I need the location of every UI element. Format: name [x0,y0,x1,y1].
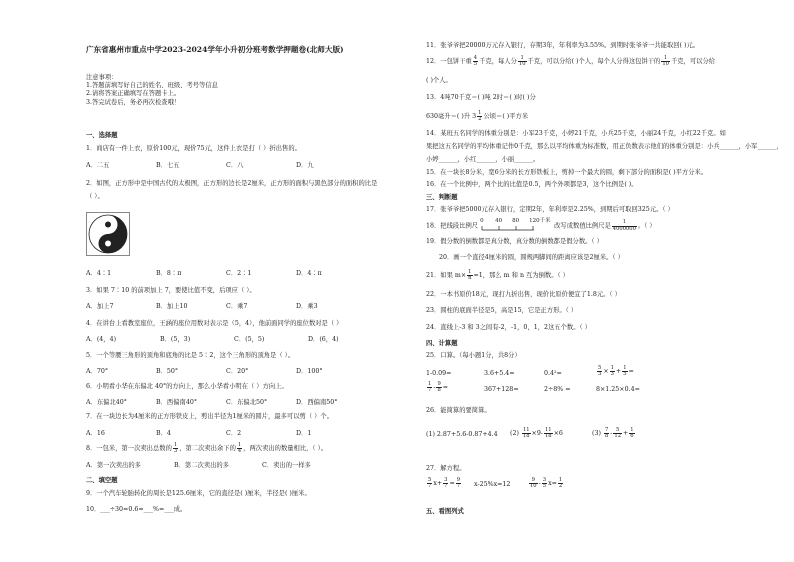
question-2-cont: （ ）。 [86,193,104,200]
question-2: 2．如图，正方形中是中国古代的太极图，正方形的边长是2厘米，正方形的面积与黑色部分的面积的比是 [86,180,378,187]
ruler-label: 120千米 [529,218,551,224]
fraction: $\frac{4}{5}$ [473,55,478,68]
option[interactable]: D．(6，4) [308,336,339,343]
exam-title: 广东省惠州市重点中学2023-2024学年小升初分班考数学押题卷(北师大版) [86,45,344,54]
oral-calc-row-2 [426,381,766,400]
question-27: 27．解方程。 [426,465,466,472]
question-7: 7．在一块边长为4厘米的正方形铁皮上，剪出半径为1厘米的圆片，最多可以剪（ ）个。 [86,413,334,420]
equation: $\frac{9}{10}$ - $\frac{3}{5}$ x= $\frac{1}{2}$ [530,477,563,490]
option[interactable]: B．50° [156,368,179,375]
question-3: 3．如果 7∶10 的前项加上 7，要使比值不变，后项应（ ）。 [86,287,256,294]
question-11: 11．张爷爷把20000万元存入银行，存期3年，年利率为3.55%。到期时张爷爷一共能取回( )元。 [426,42,700,49]
option[interactable]: C．乘7 [226,303,248,310]
option[interactable]: A．加上7 [86,303,114,310]
question-26: 26．能简算的要简算。 [426,407,491,414]
calc-item: 3.6+5.4= [484,370,515,377]
question-4-options [86,336,382,343]
calc-item: (2) $\frac{11}{18}$ ×9- $\frac{11}{18}$ ×6 [510,427,563,440]
question-10: 10．___÷30=0.6=___%=___成。 [86,506,187,513]
calc-item: 8×1.25×0.4= [596,386,640,393]
fraction: $\frac{1}{2}$ [478,110,482,123]
option[interactable]: C．2 [226,430,242,437]
question-5-options [86,368,366,375]
calc-item: 367+128= [484,386,519,393]
question-2-options [86,270,366,277]
option[interactable]: A．(4，4) [86,336,117,343]
option[interactable]: B．加上10 [156,303,188,310]
option[interactable]: B．4 [156,430,171,437]
option[interactable]: C．卖出的一样多 [262,462,311,469]
option[interactable]: D．西偏南50° [296,399,338,406]
question-27-items [426,478,766,494]
section-heading: 二、填空题 [86,477,118,484]
option[interactable]: D．100° [296,368,323,375]
question-6: 6．小明看小华在东偏北 40°的方向上，那么小华看小明在（ ）方向上。 [86,383,288,390]
question-9: 9．一个汽车轮胎转化的周长是125.6厘米，它的直径是( )厘米，半径是( )厘米。 [86,490,311,497]
question-22: 22．一本书原价18元，现打九折出售，现价比原价便宜了1.8元。（ ） [426,291,621,298]
question-1-options [86,162,366,169]
section-heading: 四、计算题 [426,340,458,347]
question-4: 4．在讲台上看教室座位，王涵的座位用数对表示是（5，4），他前面同学的座位数对是（ ） [86,320,343,327]
taiji-figure [86,212,130,256]
ruler-label: 80 [512,218,520,224]
question-13-cont: 630毫升＝( )升 3 $\frac{1}{2}$ 公顷＝( )平方米 [426,110,529,123]
notice-item: 3.答完试卷后，务必再次检查哦！ [86,99,181,106]
option[interactable]: B．西偏南40° [156,399,197,406]
fraction: $\frac{1}{n}$ [468,269,472,282]
question-18: 18．把线段比例尺 0 40 80 120千米 改写成数值比例尺是 $\frac{1}{4000000}$ 。（ ） [426,218,656,232]
question-14: 14．某班五名同学的体重分别是：小军23千克，小婷21千克，小兵25千克，小丽24千克，小红22千克。如 [426,130,726,137]
question-16: 16．在一个比例中，两个比的比值是0.5，两个外项都是3，这个比例是( )。 [426,181,638,188]
question-6-options [86,399,366,406]
calc-item: (3) $\frac{7}{8}$ - $\frac{5}{12}$ + $\frac{1}{6}$ [592,427,634,440]
question-7-options [86,430,366,437]
question-21: 21．如果 m× $\frac{1}{n}$ =1，那么 m 和 n 互为倒数。（ ） [426,269,569,282]
ruler-label: 0 [480,218,484,224]
notice-item: 1.答题前填写好自己的姓名、班级、考号等信息 [86,82,218,89]
question-19: 19．假分数的倒数都是真分数，真分数的倒数都是假分数。（ ） [426,238,603,245]
option[interactable]: D．4∶π [296,270,322,277]
scale-ruler [480,220,552,232]
yin-yang-icon [87,213,129,255]
section-heading: 三、判断题 [426,194,458,201]
oral-calc-row-1 [426,365,766,384]
option[interactable]: C．八 [226,162,244,169]
question-14-cont: 果把这五名同学的平均体重记作0千克，那么以平均体重为标准数，用正负数表示他们的体重分别是：小兵______，小军______， [426,143,783,150]
option[interactable]: A．4∶1 [86,270,112,277]
ruler-label: 40 [495,218,503,224]
calc-item: 1-0.09= [426,370,452,377]
option[interactable]: C．2∶1 [226,270,252,277]
question-12: 12．一包饼干重 $\frac{4}{5}$ 千克，每人分 $\frac{1}{10}$ 千克，可以分给( )个人，每个人分得这包饼干的 $\frac{1}{10}$ 千克，可以分给 [426,55,716,68]
question-14-cont: 小婷______，小红______，小丽______。 [426,156,540,163]
option[interactable]: A．东偏北40° [86,399,127,406]
question-20: 20．画一个直径4厘米的圆，圆规两脚间的距离应该是2厘米。（ ） [439,254,624,261]
question-25: 25．口算。（每小题1分，共8分） [426,352,521,359]
question-13: 13．4吨70千克＝( )吨 2时＝( )时( )分 [426,94,536,101]
section-heading: 一、选择题 [86,132,118,139]
question-15: 15．在一块长8分米，宽6分米的长方形铁板上，剪掉一个最大的圆，剩下部分的面积是( )平方分米。 [426,169,708,176]
option[interactable]: B．8∶π [156,270,182,277]
option[interactable]: B．(5，3) [160,336,191,343]
option[interactable]: D．乘3 [296,303,318,310]
question-12-cont: ( )个人。 [426,77,452,84]
notice-heading: 注意事项： [86,74,118,81]
question-5: 5．一个等腰三角形的顶角和底角的比是 5∶2，这个三角形的顶角是（ ）。 [86,352,295,359]
question-8-options [86,462,350,469]
question-8: 8．一包米，第一次卖出总数的 $\frac{1}{3}$ ，第二次卖出余下的 $\frac{1}{4}$ ，两次卖出的数量相比，（ ）。 [86,442,328,455]
question-26-items [426,428,766,444]
option[interactable]: D．九 [296,162,314,169]
question-24: 24．直线上-3 和 3之间有-2，-1，0，1，2这五个数。（ ） [426,324,591,331]
notice-item: 2.请将答案正确填写在答题卡上。 [86,90,181,97]
fraction: $\frac{1}{4}$ [237,442,242,455]
option[interactable]: C．东偏北50° [226,399,268,406]
equation: $\frac{5}{7}$ x+ $\frac{3}{7}$ = $\frac{9}{7}$ [428,477,461,490]
option[interactable]: A．16 [86,430,105,437]
option[interactable]: A．70° [86,368,109,375]
calc-item: $\frac{1}{7}$ - $\frac{9}{8}$ = [428,381,449,394]
fraction: $\frac{1}{10}$ [662,55,669,68]
question-23: 23．圆柱的底面半径是5，高是15，它是正方形。（ ） [426,307,578,314]
option[interactable]: A．第一次卖出的多 [86,462,141,469]
calc-item: 2÷8% = [544,386,571,393]
fraction: $\frac{1}{4000000}$ [612,219,636,232]
question-17: 17．张爷爷把5000元存入银行，定期2年，年利率是2.25%，到期后可取回325元。（ ） [426,206,674,213]
option[interactable]: C．(5，5) [234,336,265,343]
option[interactable]: B．七五 [156,162,180,169]
question-3-options [86,303,366,310]
option[interactable]: D．1 [296,430,312,437]
option[interactable]: A．二五 [86,162,110,169]
calc-item: $\frac{5}{3}$ × $\frac{1}{3}$ + $\frac{1}{5}$ = [598,365,634,378]
fraction: $\frac{1}{10}$ [518,55,526,68]
section-heading: 五、看图列式 [426,508,464,515]
equation: x-25%x=12 [474,481,511,488]
option[interactable]: B．第二次卖出的多 [174,462,230,469]
question-1: 1．商店有一件上衣，原价100元，现价75元，这件上衣是打（ ）折出售的。 [86,145,301,152]
calc-item: (1) 2.87+5.6-0.87+4.4 [426,431,498,438]
calc-item: 0.4²= [544,370,562,377]
fraction: $\frac{1}{3}$ [173,442,178,455]
option[interactable]: C．20° [226,368,249,375]
